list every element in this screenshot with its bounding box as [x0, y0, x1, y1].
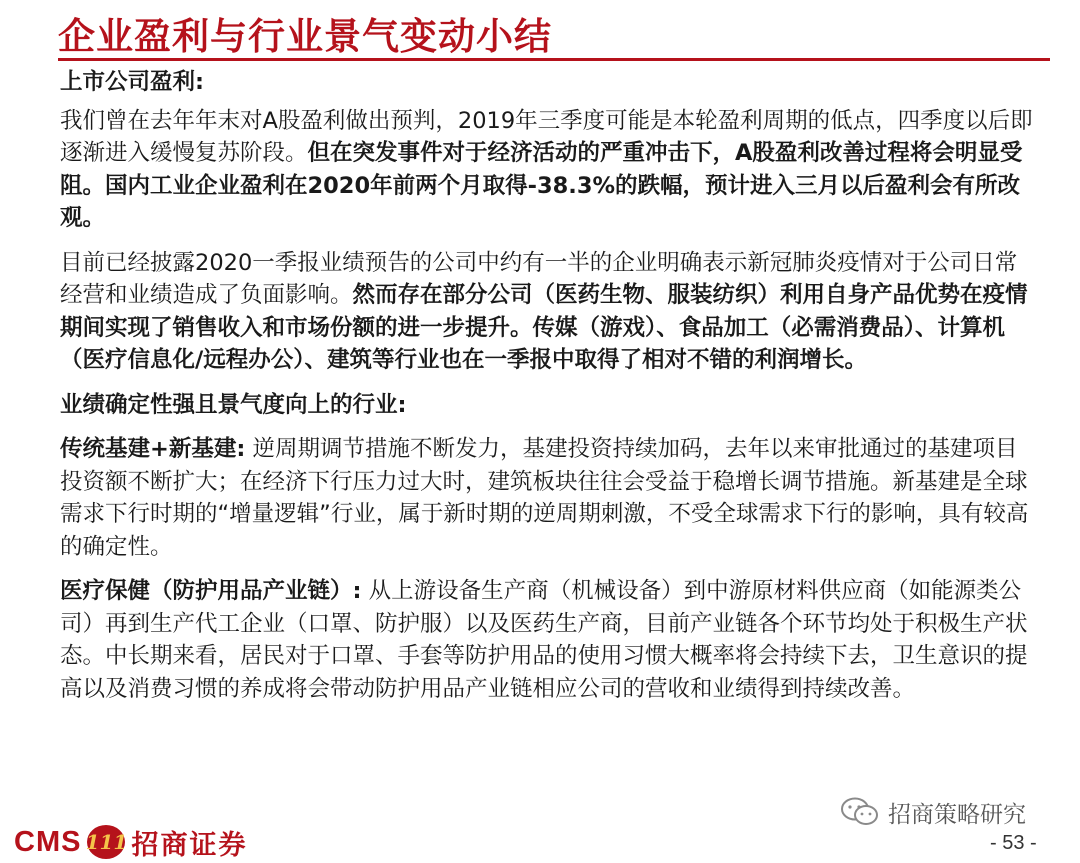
section-heading-listed-profit: 上市公司盈利: [60, 69, 204, 95]
forecast-emphasis: 但在突发事件对于经济活动的严重冲击下，A股盈利改善过程将会明显受阻。国内工业企业盈利在2020年前两个月取得-38.3%的跌幅，预计进入三月以后盈利会有所改观。 [60, 140, 1023, 231]
page-title: 企业盈利与行业景气变动小结 [58, 14, 552, 58]
infrastructure-label: 传统基建+新基建: [60, 436, 246, 462]
paragraph-forecast [60, 105, 1035, 235]
main-content [60, 66, 1035, 705]
logo-cms-text: CMS [14, 825, 82, 858]
medical-text: 从上游设备生产商（机械设备）到中游原材料供应商（如能源类公司）再到生产代工企业（口罩、防护服）以及医药生产商，目前产业链各个环节均处于积极生产状态。中长期来看，居民对于口罩、手套等防护用品的使用习惯大概率将会持续下去，卫生意识的提高以及消费习惯的养成将会带动防护用品产业链相应公司的营收和业绩得到持续改善。 [60, 578, 1028, 702]
wechat-account-label: 招商策略研究 [888, 801, 1026, 828]
title-rule [58, 58, 1050, 61]
paragraph-medical [60, 575, 1035, 705]
logo-badge-icon: 111 [87, 825, 125, 859]
paragraph-infrastructure [60, 433, 1035, 563]
infrastructure-text: 逆周期调节措施不断发力，基建投资持续加码，去年以来审批通过的基建项目投资额不断扩大；在经济下行压力过大时，建筑板块往往会受益于稳增长调节措施。新基建是全球需求下行时期的“增量逻辑”行业，属于新时期的逆周期刺激，不受全球需求下行的影响，具有较高的确定性。 [60, 436, 1029, 560]
page-number: - 53 - [990, 832, 1037, 854]
wechat-watermark [840, 794, 1026, 830]
section-heading-industries: 业绩确定性强且景气度向上的行业: [60, 391, 407, 418]
q1-report-text: 目前已经披露2020一季报业绩预告的公司中约有一半的企业明确表示新冠肺炎疫情对于公司日常经营和业绩造成了负面影响。 [60, 249, 1018, 308]
wechat-icon [840, 796, 880, 828]
forecast-text: 我们曾在去年年末对A股盈利做出预判，2019年三季度可能是本轮盈利周期的低点，四季度以后即逐渐进入缓慢复苏阶段。 [60, 107, 1033, 166]
medical-label: 医疗保健（防护用品产业链）: [60, 578, 362, 604]
q1-report-emphasis: 然而存在部分公司（医药生物、服装纺织）利用自身产品优势在疫情期间实现了销售收入和市场份额的进一步提升。传媒（游戏）、食品加工（必需消费品）、计算机（医疗信息化/远程办公）、建筑等行业也在一季报中取得了相对不错的利润增长。 [60, 282, 1028, 373]
paragraph-q1-report [60, 247, 1035, 377]
company-logo [14, 824, 247, 860]
logo-company-name: 招商证券 [131, 829, 248, 861]
